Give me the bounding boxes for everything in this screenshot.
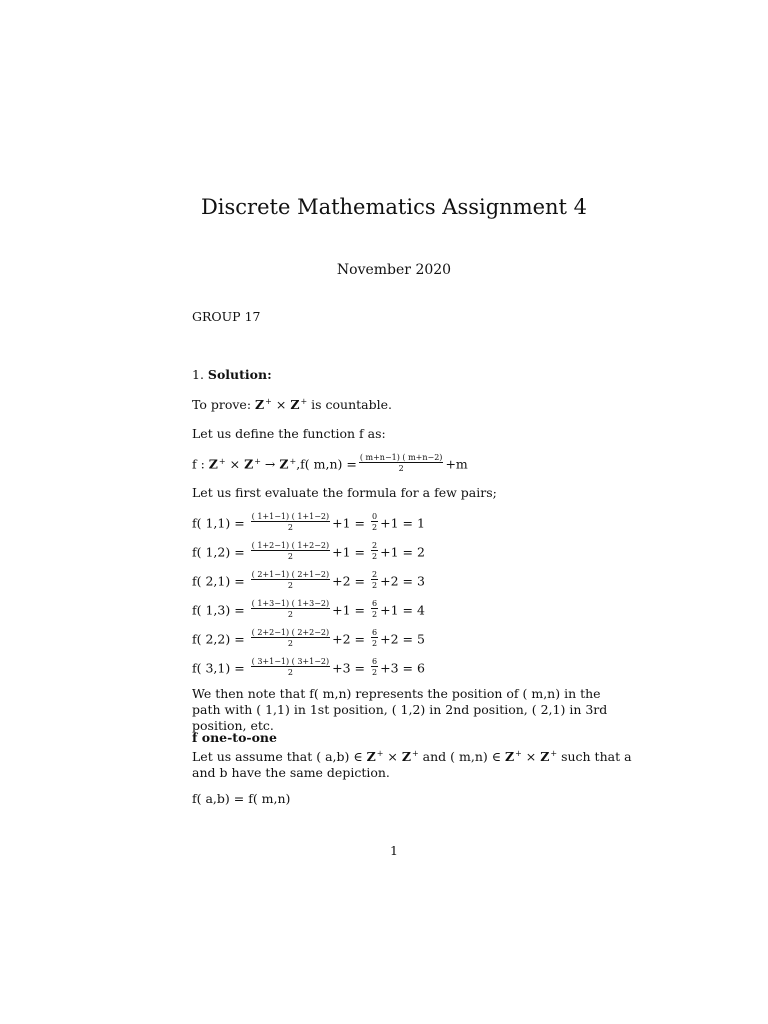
eval-simple-fraction [371,657,378,677]
set-z: Z [290,397,300,412]
evaluation-line [192,572,425,592]
fraction-denominator: 2 [372,581,378,590]
eval-simple-fraction [371,628,378,648]
sup-plus: + [265,397,272,406]
fraction-denominator: 2 [372,552,378,561]
fraction-numerator: ( 1+2−1) ( 1+2−2) [251,541,330,550]
eval-lhs: f( 1,1) = [192,515,245,531]
assume-part3: such that a and b have the same depiction. [192,749,632,780]
sup-plus: + [218,456,226,466]
fraction-numerator: ( 1+3−1) ( 1+3−2) [251,599,330,608]
eval-mid: +1 = [332,602,366,618]
sup-plus: + [254,456,261,466]
fraction-denominator: 2 [287,610,293,619]
equation-line: f( a,b) = f( m,n) [192,791,291,806]
evaluation-line [192,630,425,650]
group-label: GROUP 17 [192,309,261,324]
define-text: Let us define the function f as: [192,426,386,441]
to-prove-suffix: is countable. [311,397,392,412]
eval-lhs: f( 1,2) = [192,544,245,560]
eval-mid: +1 = [332,544,366,560]
eval-fraction [251,628,330,648]
fraction-denominator: 2 [287,668,293,677]
set-z: Z [401,749,411,764]
eval-lhs: f( 2,1) = [192,573,245,589]
subheading: f one-to-one [192,730,277,745]
sup-plus: + [376,749,384,758]
eval-mid: +3 = [332,660,366,676]
document-title: Discrete Mathematics Assignment 4 [200,195,588,219]
eval-lhs: f( 2,2) = [192,631,245,647]
to-prove-statement [192,397,392,412]
eval-fraction [251,657,330,677]
times-symbol: × [525,749,537,764]
eval-fraction [251,570,330,590]
fraction-denominator: 2 [372,610,378,619]
function-definition [192,455,468,475]
set-z: Z [279,456,289,472]
fraction-denominator: 2 [372,523,378,532]
assume-part1: Let us assume that ( a,b) ∈ [192,749,363,764]
evaluation-line [192,543,425,563]
eval-mid: +1 = [332,515,366,531]
fraction-denominator: 2 [398,464,404,473]
fraction-numerator: 6 [372,599,378,608]
set-z: Z [540,749,550,764]
section-number: 1. [192,367,204,382]
set-z: Z [255,397,265,412]
fraction-numerator: 2 [372,570,378,579]
sup-plus: + [289,456,297,466]
sup-plus: + [300,397,308,406]
to-prove-prefix: To prove: [192,397,252,412]
fraction-numerator: ( 1+1−1) ( 1+1−2) [251,512,330,521]
eval-mid: +2 = [332,573,366,589]
set-z: Z [504,749,515,764]
eval-simple-fraction [371,570,378,590]
evaluation-line [192,514,425,534]
page-number: 1 [390,843,398,858]
eval-fraction [251,512,330,532]
set-z: Z [366,749,376,764]
function-mid: ,f( m,n) = [296,456,357,472]
eval-result: +1 = 2 [380,544,425,560]
fraction-numerator: 6 [372,657,378,666]
fraction-numerator: 2 [372,541,378,550]
fraction-denominator: 2 [287,552,293,561]
assume-part2: and ( m,n) ∈ [422,749,501,764]
function-fraction [359,453,444,473]
set-z: Z [244,456,254,472]
eval-simple-fraction [371,599,378,619]
evaluation-line [192,601,425,621]
eval-result: +2 = 3 [380,573,425,589]
fraction-numerator: 6 [372,628,378,637]
times-symbol: × [275,397,287,412]
document-date: November 2020 [336,262,452,278]
fraction-numerator: ( 2+1−1) ( 2+1−2) [251,570,330,579]
eval-simple-fraction [371,512,378,532]
function-prefix: f : [192,456,205,472]
fraction-numerator: ( 2+2−1) ( 2+2−2) [251,628,330,637]
eval-result: +2 = 5 [380,631,425,647]
fraction-denominator: 2 [287,639,293,648]
fraction-denominator: 2 [372,668,378,677]
fraction-denominator: 2 [287,523,293,532]
eval-mid: +2 = [332,631,366,647]
section-label: Solution: [207,367,272,382]
sup-plus: + [550,749,558,758]
eval-fraction [251,599,330,619]
sup-plus: + [515,749,522,758]
eval-lhs: f( 3,1) = [192,660,245,676]
times-symbol: × [229,456,241,472]
eval-simple-fraction [371,541,378,561]
one-to-one-block [192,730,632,781]
fraction-numerator: ( 3+1−1) ( 3+1−2) [251,657,330,666]
eval-result: +1 = 1 [380,515,425,531]
eval-result: +1 = 4 [380,602,425,618]
eval-fraction [251,541,330,561]
eval-lhs: f( 1,3) = [192,602,245,618]
fraction-denominator: 2 [287,581,293,590]
times-symbol: × [387,749,398,764]
sup-plus: + [411,749,419,758]
arrow-symbol: → [264,456,276,472]
function-suffix: +m [445,456,468,472]
evaluate-text: Let us first evaluate the formula for a few pairs; [192,485,497,500]
fraction-denominator: 2 [372,639,378,648]
set-z: Z [208,456,218,472]
evaluation-line [192,659,425,679]
eval-result: +3 = 6 [380,660,425,676]
section-heading [192,367,272,382]
fraction-numerator: ( m+n−1) ( m+n−2) [359,453,443,462]
note-paragraph: We then note that f( m,n) represents the position of ( m,n) in the path with ( 1,1) in 1st position, ( 1,2) in 2nd position, ( 2,1) in 3rd position, etc. [192,686,608,733]
fraction-numerator: 0 [372,512,378,521]
